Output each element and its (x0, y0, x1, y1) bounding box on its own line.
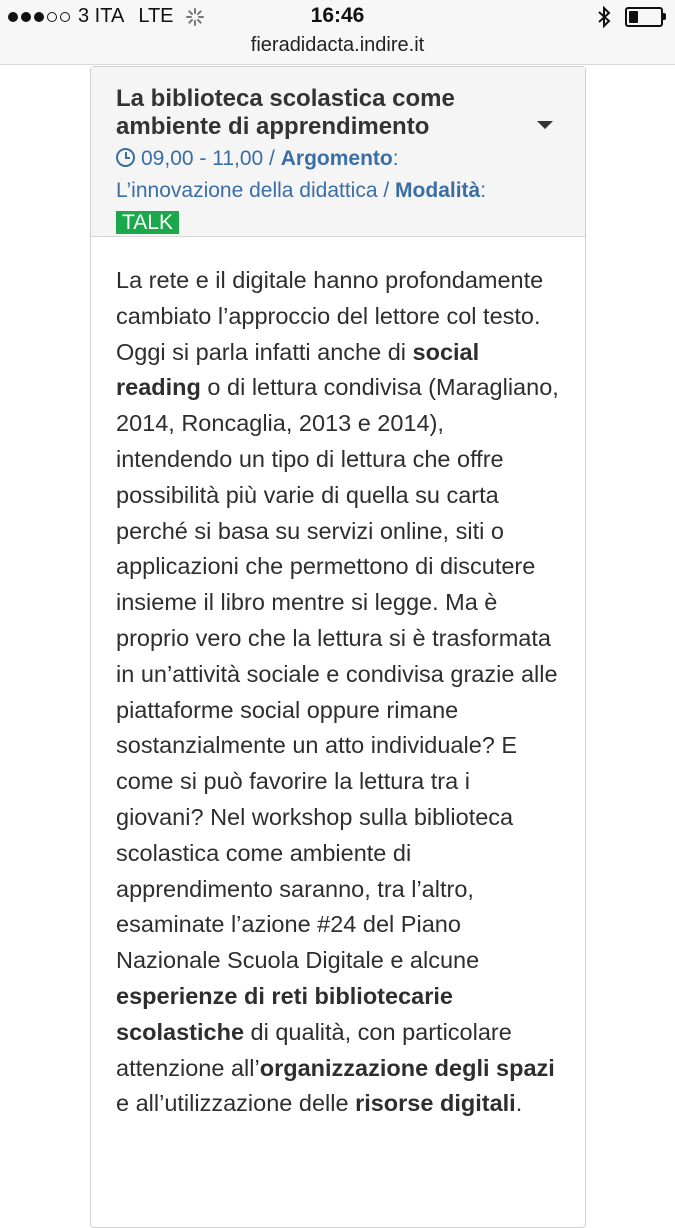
battery-level (629, 11, 638, 23)
bluetooth-icon (597, 6, 611, 28)
event-header[interactable] (91, 67, 585, 237)
topic-value: L’innovazione della didattica (116, 179, 378, 202)
clock-icon (116, 148, 135, 167)
event-meta: 09,00 - 11,00 / Argomento: L’innovazione della didattica / Modalità: TALK (116, 147, 487, 234)
event-panel (90, 66, 586, 1228)
mode-badge: TALK (116, 211, 179, 234)
url-text[interactable]: fieradidacta.indire.it (250, 34, 425, 56)
event-title: La biblioteca scolastica come ambiente di apprendimento (116, 85, 455, 140)
event-time: 09,00 - 11,00 (141, 147, 264, 170)
topic-label: Argomento (280, 147, 393, 170)
network-type: LTE (138, 5, 174, 27)
battery-icon (625, 7, 663, 27)
chevron-down-icon[interactable] (537, 121, 553, 129)
clock-time: 16:46 (310, 4, 365, 27)
carrier-name: 3 ITA (78, 5, 125, 27)
mode-label: Modalità (395, 179, 481, 202)
status-bar (0, 0, 675, 34)
event-description: La rete e il digitale hanno profondamente cambiato l’approccio del lettore col testo. Oggi si parla infatti anche di social reading o di lettura condivisa (Maragliano, 2014, Roncaglia, 2013 e 2014), intendendo un tipo di lettura che offre possibilità più varie di quella su carta perché si basa su servizi online, siti o applicazioni che permettono di discutere insieme il libro mentre si legge. Ma è proprio vero che la lettura si è trasformata in un’attività sociale e condivisa grazie alle piattaforme social oppure rimane sostanzialmente un atto individuale? E come si può favorire la lettura tra i giovani? Nel workshop sulla biblioteca scolastica come ambiente di apprendimento saranno, tra l’altro, esaminate l’azione #24 del Piano Nazionale Scuola Digitale e alcune esperienze di reti bibliotecarie scolastiche di qualità, con particolare attenzione all’organizzazione degli spazi e all’utilizzazione delle risorse digitali. (116, 267, 559, 1117)
address-bar[interactable] (0, 34, 675, 65)
